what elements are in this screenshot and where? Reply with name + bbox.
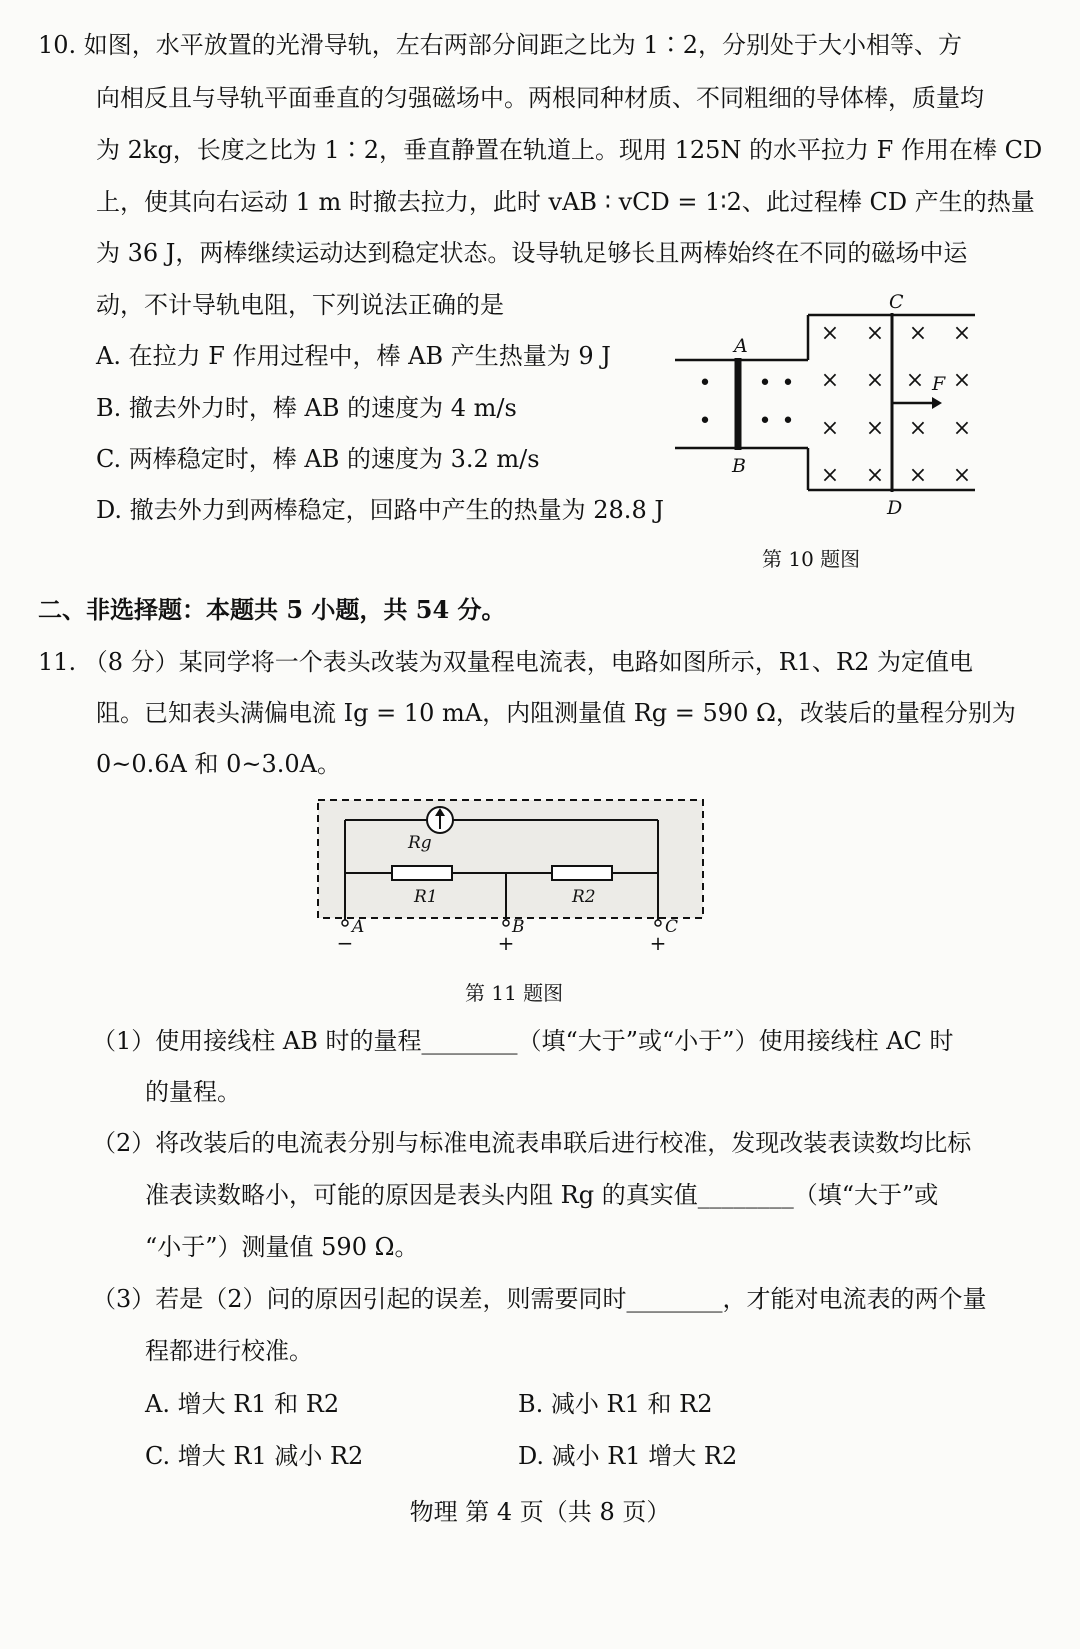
label-b: B [732, 455, 746, 477]
q11-sub3-line-1: （3）若是（2）问的原因引起的误差，则需要同时________，才能对电流表的两个量 [92, 1285, 987, 1313]
q11-figure-caption: 第 11 题图 [465, 981, 564, 1005]
q11-sub1-line-2: 的量程。 [145, 1078, 241, 1106]
resistor-r2 [552, 866, 612, 880]
q11-option-c: C. 增大 R1 减小 R2 [145, 1442, 364, 1470]
q10-line-5: 为 36 J，两棒继续运动达到稳定状态。设导轨足够长且两棒始终在不同的磁场中运 [96, 239, 968, 267]
q10-figure [670, 290, 980, 520]
page-footer: 物理 第 4 页（共 8 页） [409, 1498, 671, 1526]
q11-line-1: 11. （8 分）某同学将一个表头改装为双量程电流表，电路如图所示，R1、R2 为定值电 [38, 648, 974, 676]
q10-line-2: 向相反且与导轨平面垂直的匀强磁场中。两根同种材质、不同粗细的导体棒，质量均 [96, 84, 984, 112]
label-d: D [887, 497, 903, 519]
q11-option-d: D. 减小 R1 增大 R2 [518, 1442, 738, 1470]
dot-2: • [758, 371, 772, 396]
label-a: A [734, 335, 748, 357]
dot-3: • [781, 371, 795, 396]
dashed-box [318, 800, 703, 918]
dot-5: • [758, 409, 772, 434]
q11-option-b: B. 减小 R1 和 R2 [518, 1390, 713, 1418]
q10-line-3: 为 2kg，长度之比为 1∶2，垂直静置在轨道上。现用 125N 的水平拉力 F 作用在棒 CD [96, 136, 1043, 164]
q10-option-d: D. 撤去外力到两棒稳定，回路中产生的热量为 28.8 J [96, 496, 664, 524]
q11-figure [310, 795, 710, 955]
label-f: F [932, 373, 946, 395]
terminal-a-sign: − [336, 931, 354, 955]
label-r2: R2 [572, 887, 596, 907]
label-c: C [889, 291, 904, 313]
resistor-r1 [392, 866, 452, 880]
q10-line-4: 上，使其向右运动 1 m 时撤去拉力，此时 vAB ∶ vCD = 1∶2、此过程棒 CD 产生的热量 [96, 188, 1035, 216]
q11-sub1-line-1: （1）使用接线柱 AB 时的量程________（填“大于”或“小于”）使用接线柱 AC 时 [92, 1027, 954, 1055]
cross-16: × [952, 463, 972, 488]
q10-option-c: C. 两棒稳定时，棒 AB 的速度为 3.2 m/s [96, 445, 540, 473]
force-arrow [892, 397, 942, 409]
label-rg: Rg [408, 833, 432, 853]
cross-4: × [952, 321, 972, 346]
cross-10: × [865, 416, 885, 441]
dot-6: • [781, 409, 795, 434]
dot-1: • [698, 371, 712, 396]
section-heading: 二、非选择题：本题共 5 小题，共 54 分。 [38, 595, 506, 624]
label-c: C [665, 917, 679, 937]
label-b: B [512, 917, 525, 937]
cross-3: × [908, 321, 928, 346]
cross-7: × [905, 368, 925, 393]
q11-sub2-line-2: 准表读数略小，可能的原因是表头内阻 Rg 的真实值________（填“大于”或 [145, 1181, 939, 1209]
galvanometer-icon [427, 807, 453, 833]
q10-option-b: B. 撤去外力时，棒 AB 的速度为 4 m/s [96, 394, 517, 422]
q11-option-a: A. 增大 R1 和 R2 [145, 1390, 340, 1418]
terminal-c-sign: + [649, 931, 667, 955]
terminals [342, 920, 661, 926]
cross-12: × [952, 416, 972, 441]
q11-sub2-line-1: （2）将改装后的电流表分别与标准电流表串联后进行校准，发现改装表读数均比标 [92, 1129, 972, 1157]
cross-13: × [820, 463, 840, 488]
q10-line-1: 10. 如图，水平放置的光滑导轨，左右两部分间距之比为 1∶2，分别处于大小相等、方 [38, 31, 962, 59]
dot-4: • [698, 409, 712, 434]
cross-5: × [820, 368, 840, 393]
label-r1: R1 [414, 887, 438, 907]
cross-8: × [952, 368, 972, 393]
cross-11: × [908, 416, 928, 441]
cross-6: × [865, 368, 885, 393]
cross-9: × [820, 416, 840, 441]
label-a: A [352, 917, 365, 937]
q10-line-6: 动，不计导轨电阻，下列说法正确的是 [96, 291, 504, 319]
q11-sub3-line-2: 程都进行校准。 [145, 1337, 313, 1365]
terminal-b-sign: + [497, 931, 515, 955]
cross-14: × [865, 463, 885, 488]
q10-option-a: A. 在拉力 F 作用过程中，棒 AB 产生热量为 9 J [96, 342, 611, 370]
cross-1: × [820, 321, 840, 346]
q11-line-3: 0~0.6A 和 0~3.0A。 [96, 750, 342, 778]
cross-15: × [908, 463, 928, 488]
q11-sub2-line-3: “小于”）测量值 590 Ω。 [145, 1233, 419, 1261]
q10-figure-caption: 第 10 题图 [762, 547, 861, 571]
cross-2: × [865, 321, 885, 346]
q11-line-2: 阻。已知表头满偏电流 Ig = 10 mA，内阻测量值 Rg = 590 Ω，改装后的量程分别为 [96, 699, 1016, 727]
